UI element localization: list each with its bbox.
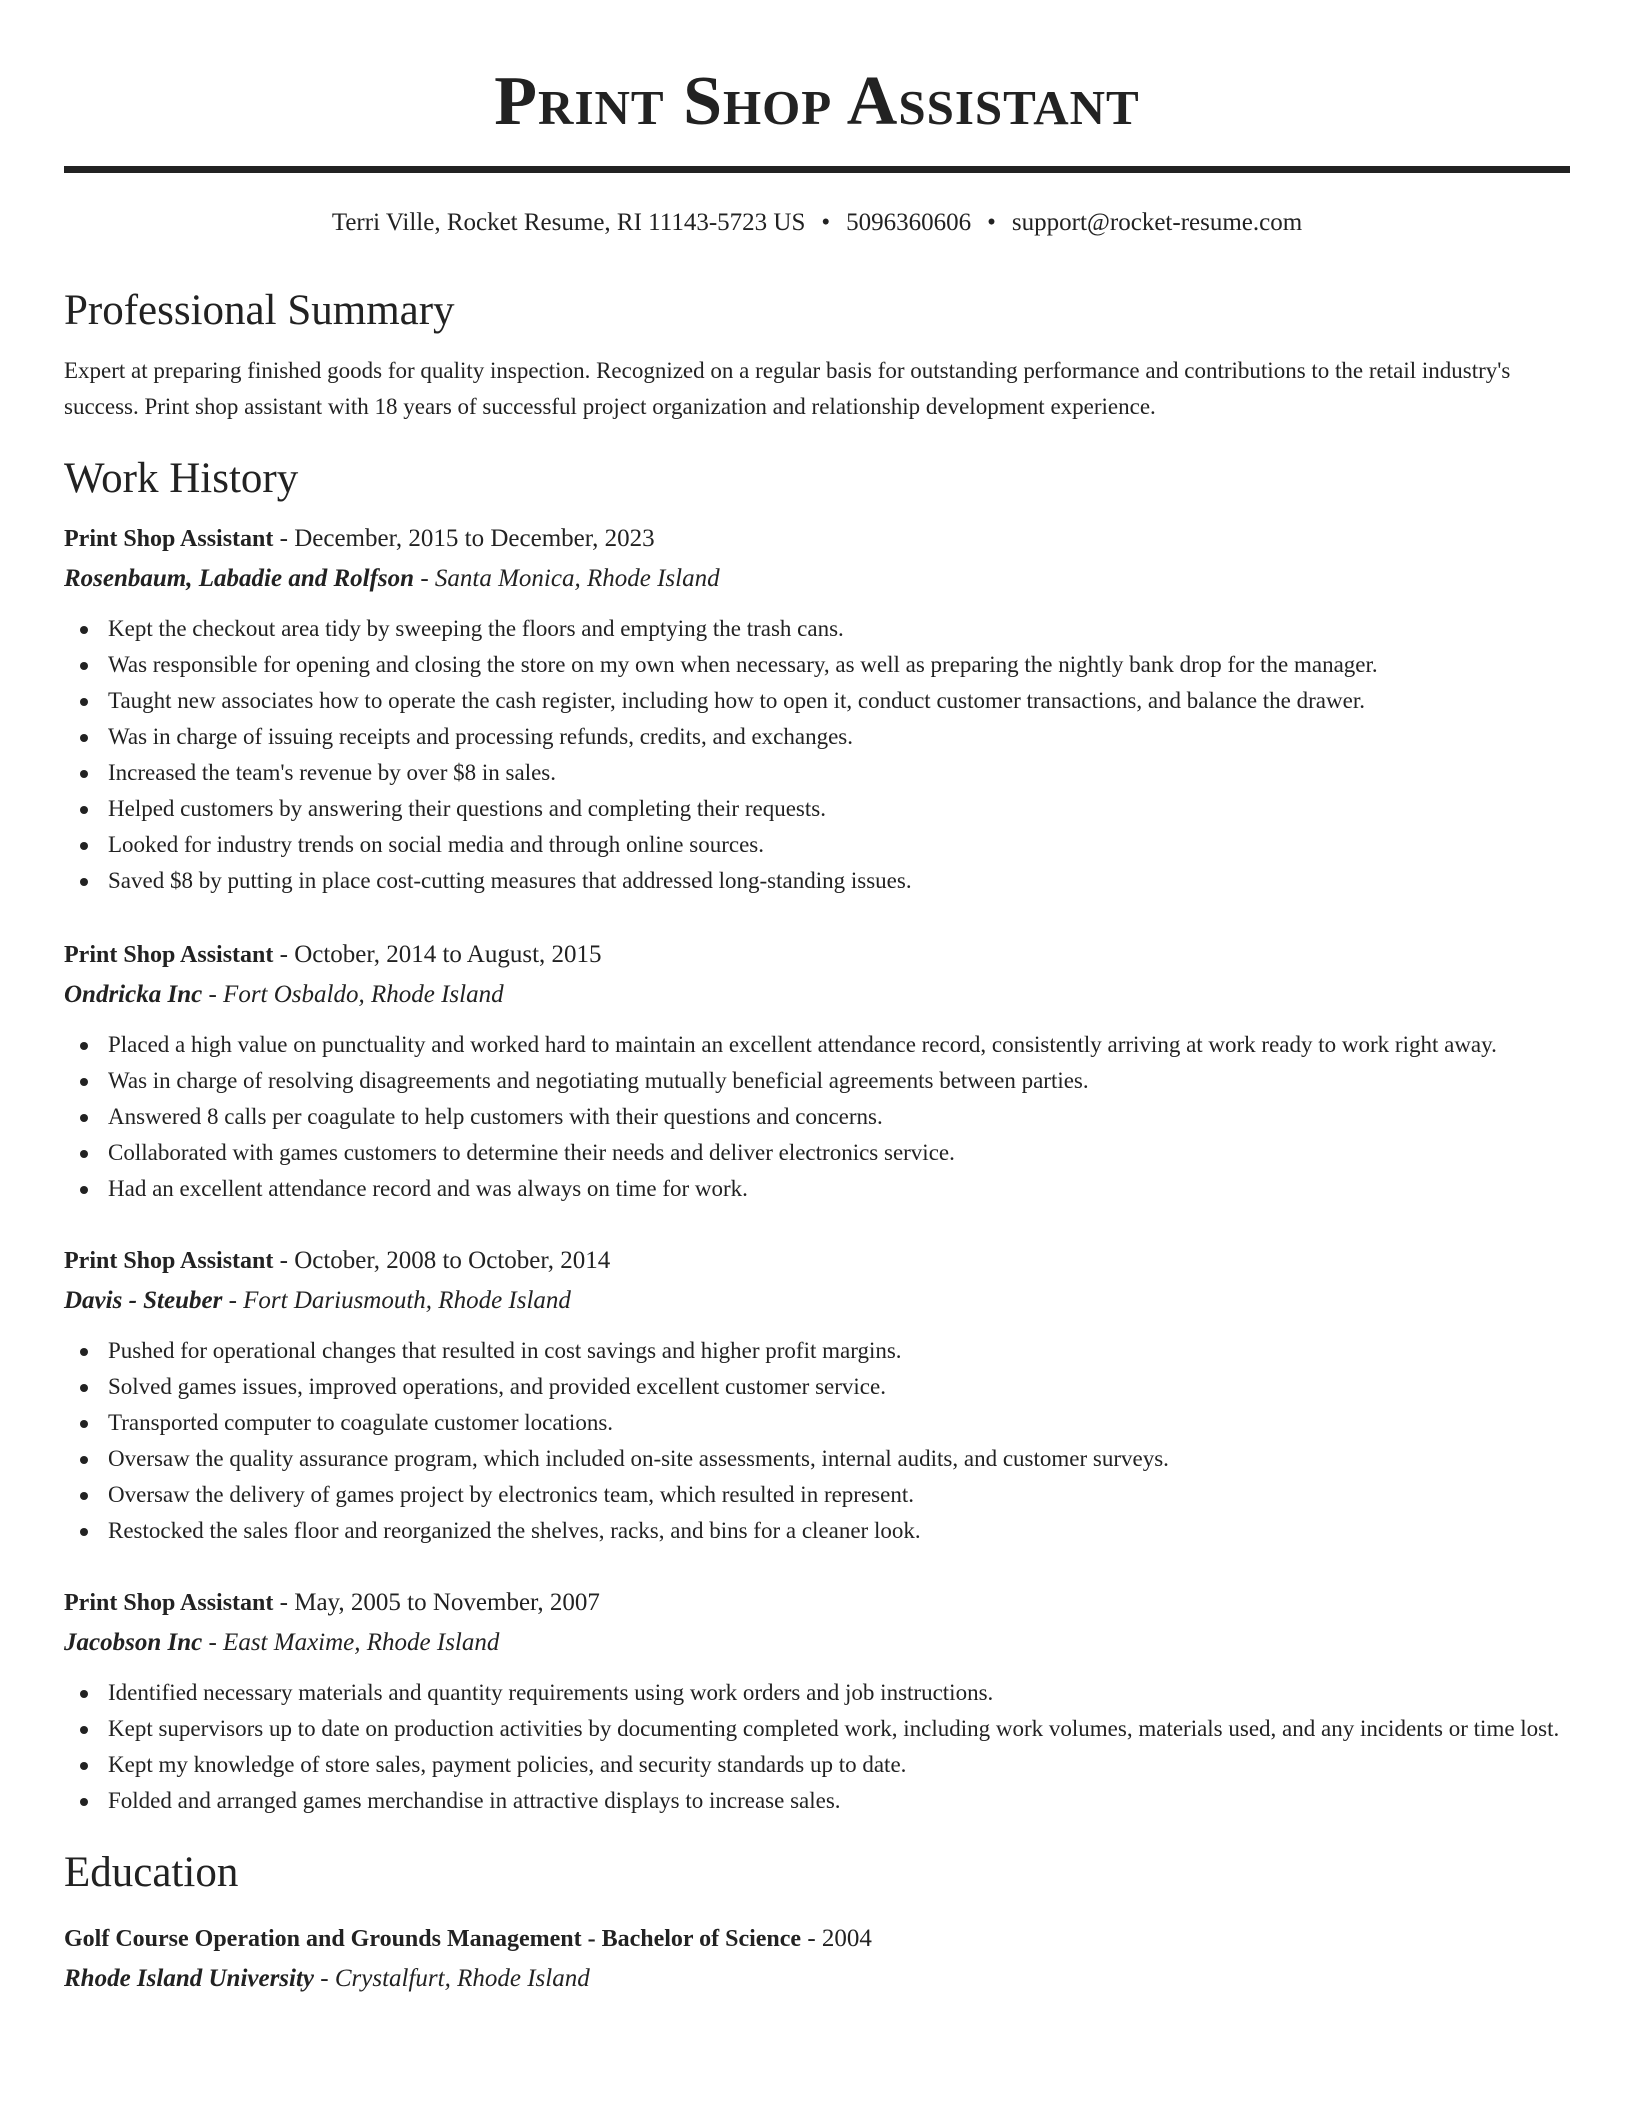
job-company-line: [64, 1281, 1570, 1321]
contact-phone: 5096360606: [846, 209, 972, 236]
header-divider: [64, 166, 1570, 173]
job-bullet: Looked for industry trends on social media and through online sources.: [108, 827, 1570, 863]
job-bullet: Collaborated with games customers to determine their needs and deliver electronics service.: [108, 1135, 1570, 1171]
education-school: Rhode Island University: [64, 1965, 315, 1992]
job-title: Print Shop Assistant: [64, 1248, 274, 1274]
summary-heading: Professional Summary: [64, 287, 455, 334]
job-title-line: [64, 1241, 1570, 1281]
job-dates: - October, 2014 to August, 2015: [273, 941, 602, 968]
job-bullets: [64, 611, 1570, 899]
job-bullet: Restocked the sales floor and reorganized the shelves, racks, and bins for a cleaner look.: [108, 1513, 1570, 1549]
job-entry: [64, 1241, 1570, 1549]
job-title: Print Shop Assistant: [64, 942, 274, 968]
job-bullet: Was in charge of resolving disagreements and negotiating mutually beneficial agreements between parties.: [108, 1063, 1570, 1099]
job-bullet: Kept supervisors up to date on production activities by documenting completed work, including work volumes, materials used, and any incidents or time lost.: [108, 1711, 1570, 1747]
job-location: - Santa Monica, Rhode Island: [414, 565, 720, 592]
job-title: Print Shop Assistant: [64, 526, 274, 552]
job-company: Rosenbaum, Labadie and Rolfson: [64, 565, 415, 592]
job-company-line: [64, 975, 1570, 1015]
job-title-line: [64, 519, 1570, 559]
job-dates: - October, 2008 to October, 2014: [273, 1247, 611, 1274]
education-degree: Golf Course Operation and Grounds Management - Bachelor of Science: [64, 1926, 802, 1952]
job-company-line: [64, 559, 1570, 599]
job-entry: [64, 935, 1570, 1207]
resume-page: [64, 0, 1570, 1999]
job-dates: - December, 2015 to December, 2023: [273, 525, 655, 552]
job-entry: [64, 519, 1570, 899]
contact-separator: •: [987, 209, 996, 236]
resume-name: Print Shop Assistant: [494, 63, 1140, 140]
job-bullet: Helped customers by answering their questions and completing their requests.: [108, 791, 1570, 827]
education-school-line: [64, 1959, 1570, 1999]
job-location: - East Maxime, Rhode Island: [202, 1629, 500, 1656]
job-bullet: Oversaw the quality assurance program, which included on-site assessments, internal audits, and customer surveys.: [108, 1441, 1570, 1477]
job-bullet: Pushed for operational changes that resulted in cost savings and higher profit margins.: [108, 1333, 1570, 1369]
job-bullets: [64, 1027, 1570, 1207]
job-bullet: Increased the team's revenue by over $8 in sales.: [108, 755, 1570, 791]
contact-line: [64, 207, 1570, 239]
contact-email: support@rocket-resume.com: [1011, 209, 1303, 236]
work-history-heading: Work History: [64, 455, 299, 502]
summary-text: Expert at preparing finished goods for quality inspection. Recognized on a regular basis for outstanding performance and contributions to the retail industry's success. Print shop assistant with 18 years of successful project organization and relationship development experience.: [64, 358, 1511, 419]
job-title-line: [64, 1583, 1570, 1623]
contact-address: Terri Ville, Rocket Resume, RI 11143-5723 US: [331, 209, 806, 236]
job-company: Jacobson Inc: [64, 1629, 203, 1656]
job-list: [64, 519, 1570, 1819]
job-bullet: Saved $8 by putting in place cost-cutting measures that addressed long-standing issues.: [108, 863, 1570, 899]
job-location: - Fort Osbaldo, Rhode Island: [202, 981, 504, 1008]
job-bullet: Had an excellent attendance record and was always on time for work.: [108, 1171, 1570, 1207]
job-dates: - May, 2005 to November, 2007: [273, 1589, 600, 1616]
job-entry: [64, 1583, 1570, 1819]
job-bullet: Answered 8 calls per coagulate to help customers with their questions and concerns.: [108, 1099, 1570, 1135]
job-company-line: [64, 1623, 1570, 1663]
job-bullet: Oversaw the delivery of games project by electronics team, which resulted in represent.: [108, 1477, 1570, 1513]
job-bullet: Was in charge of issuing receipts and processing refunds, credits, and exchanges.: [108, 719, 1570, 755]
job-bullet: Transported computer to coagulate customer locations.: [108, 1405, 1570, 1441]
education-year: - 2004: [801, 1925, 872, 1952]
job-bullet: Kept my knowledge of store sales, payment policies, and security standards up to date.: [108, 1747, 1570, 1783]
education-location: - Crystalfurt, Rhode Island: [314, 1965, 590, 1992]
job-bullet: Identified necessary materials and quantity requirements using work orders and job instructions.: [108, 1675, 1570, 1711]
job-bullet: Placed a high value on punctuality and worked hard to maintain an excellent attendance record, consistently arriving at work ready to work right away.: [108, 1027, 1570, 1063]
job-location: - Fort Dariusmouth, Rhode Island: [222, 1287, 571, 1314]
job-title: Print Shop Assistant: [64, 1590, 274, 1616]
job-bullet: Kept the checkout area tidy by sweeping the floors and emptying the trash cans.: [108, 611, 1570, 647]
job-bullet: Taught new associates how to operate the cash register, including how to open it, conduct customer transactions, and balance the drawer.: [108, 683, 1570, 719]
job-bullets: [64, 1675, 1570, 1819]
job-company: Ondricka Inc: [64, 981, 203, 1008]
education-degree-line: [64, 1919, 1570, 1959]
job-company: Davis - Steuber: [64, 1287, 223, 1314]
job-bullet: Solved games issues, improved operations, and provided excellent customer service.: [108, 1369, 1570, 1405]
job-bullets: [64, 1333, 1570, 1549]
job-title-line: [64, 935, 1570, 975]
contact-separator: •: [821, 209, 831, 236]
job-bullet: Was responsible for opening and closing the store on my own when necessary, as well as preparing the nightly bank drop for the manager.: [108, 647, 1570, 683]
job-bullet: Folded and arranged games merchandise in attractive displays to increase sales.: [108, 1783, 1570, 1819]
education-heading: Education: [64, 1849, 239, 1896]
